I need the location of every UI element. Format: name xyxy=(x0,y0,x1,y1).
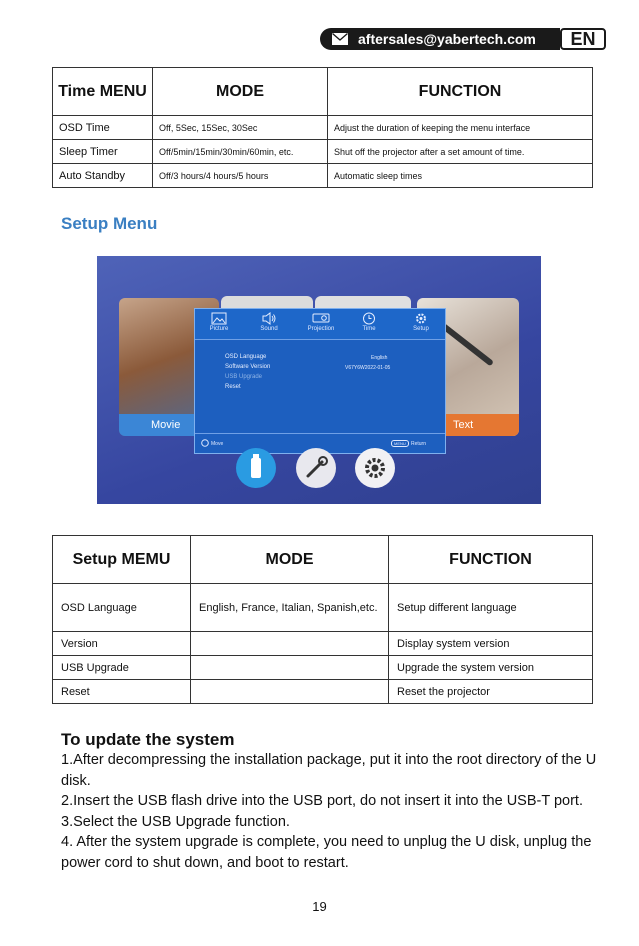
osd-list xyxy=(195,339,445,435)
table-cell: English, France, Italian, Spanish,etc. xyxy=(191,584,389,632)
envelope-icon xyxy=(332,33,348,45)
menu-item-osd-language[interactable]: OSD Language xyxy=(225,354,267,360)
table-row xyxy=(53,164,593,188)
table-cell: Off, 5Sec, 15Sec, 30Sec xyxy=(153,116,328,140)
picture-icon xyxy=(211,312,227,325)
header-contact xyxy=(320,28,606,50)
table-cell xyxy=(191,680,389,704)
table-header: MODE xyxy=(153,68,328,116)
value-language: English xyxy=(371,355,388,361)
tab-sound[interactable]: Sound xyxy=(247,312,291,332)
table-header: Setup MEMU xyxy=(53,536,191,584)
language-badge: EN xyxy=(560,28,606,50)
table-cell: OSD Time xyxy=(53,116,153,140)
time-menu-table xyxy=(52,67,593,188)
usb-app-button[interactable] xyxy=(236,448,276,488)
table-cell: Off/5min/15min/30min/60min, etc. xyxy=(153,140,328,164)
osd-tabs xyxy=(195,309,445,339)
table-cell: Shut off the projector after a set amount of time. xyxy=(328,140,593,164)
menu-key-badge: MENU xyxy=(391,440,409,447)
table-cell: OSD Language xyxy=(53,584,191,632)
tools-icon xyxy=(296,448,336,488)
update-step: 2.Insert the USB flash drive into the USB port, do not insert it into the USB-T port. xyxy=(61,793,583,809)
clock-icon xyxy=(362,312,376,325)
speaker-icon xyxy=(261,312,277,325)
table-cell: Adjust the duration of keeping the menu interface xyxy=(328,116,593,140)
table-row xyxy=(53,656,593,680)
setup-icon xyxy=(414,312,428,325)
update-steps xyxy=(61,750,601,873)
projector-icon xyxy=(312,312,330,325)
menu-item-usb-upgrade[interactable]: USB Upgrade xyxy=(225,374,263,380)
settings-app-button[interactable] xyxy=(355,448,395,488)
usb-drive-icon xyxy=(236,448,276,488)
menu-item-software-version[interactable]: Software Version xyxy=(225,364,271,370)
table-cell: Setup different language xyxy=(389,584,593,632)
table-row xyxy=(53,680,593,704)
table-row xyxy=(53,116,593,140)
table-cell: Reset xyxy=(53,680,191,704)
table-cell xyxy=(191,632,389,656)
tab-setup[interactable]: Setup xyxy=(399,312,443,332)
setup-menu-screenshot xyxy=(97,256,541,504)
table-cell: USB Upgrade xyxy=(53,656,191,680)
menu-item-reset[interactable]: Reset xyxy=(225,384,241,390)
support-email: aftersales@yabertech.com xyxy=(358,31,536,47)
tab-projection[interactable]: Projection xyxy=(299,312,343,332)
update-title: To update the system xyxy=(61,730,235,749)
value-version: V67Y6W2022-01-05 xyxy=(345,365,391,371)
table-cell: Auto Standby xyxy=(53,164,153,188)
table-cell: Display system version xyxy=(389,632,593,656)
tab-picture[interactable]: Picture xyxy=(197,312,241,332)
table-cell: Sleep Timer xyxy=(53,140,153,164)
table-header: Time MENU xyxy=(53,68,153,116)
tab-time[interactable]: Time xyxy=(347,312,391,332)
table-cell xyxy=(191,656,389,680)
table-header: FUNCTION xyxy=(389,536,593,584)
footer-move-label: Move xyxy=(211,441,224,447)
section-title: Setup Menu xyxy=(61,214,158,233)
update-step: 3.Select the USB Upgrade function. xyxy=(61,813,290,830)
table-header: MODE xyxy=(191,536,389,584)
movie-label: Movie xyxy=(119,414,219,436)
table-row xyxy=(53,140,593,164)
page-number: 19 xyxy=(312,899,327,914)
footer-return-label: Return xyxy=(411,441,427,447)
gear-icon xyxy=(355,448,395,488)
tools-app-button[interactable] xyxy=(296,448,336,488)
table-cell: Reset the projector xyxy=(389,680,593,704)
update-step: 4. After the system upgrade is complete, you need to unplug the U disk, unplug the power cord to shut down, and boot to restart. xyxy=(61,834,592,871)
table-row xyxy=(53,632,593,656)
email-banner xyxy=(320,28,560,50)
table-cell: Off/3 hours/4 hours/5 hours xyxy=(153,164,328,188)
update-step: 1.After decompressing the installation package, put it into the root directory of the U disk. xyxy=(61,752,597,789)
table-header: FUNCTION xyxy=(328,68,593,116)
move-icon xyxy=(201,439,209,447)
table-cell: Version xyxy=(53,632,191,656)
table-cell: Upgrade the system version xyxy=(389,656,593,680)
text-label: Text xyxy=(417,414,519,436)
osd-menu xyxy=(194,308,446,454)
table-row xyxy=(53,584,593,632)
setup-menu-table xyxy=(52,535,593,704)
table-cell: Automatic sleep times xyxy=(328,164,593,188)
